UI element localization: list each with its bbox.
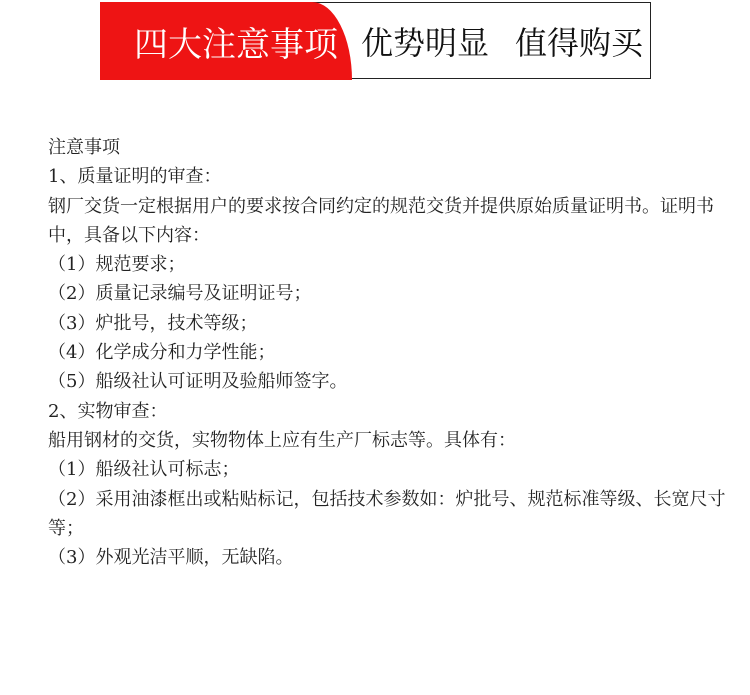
list-item: （1）船级社认可标志； <box>48 459 240 481</box>
notes-content <box>48 133 728 572</box>
list-item: （4）化学成分和力学性能； <box>48 342 276 364</box>
list-item: （3）外观光洁平顺，无缺陷。 <box>48 547 294 569</box>
list-item: （1）规范要求； <box>48 254 186 276</box>
banner-slogan-1: 优势明显 <box>361 24 490 62</box>
paragraph-physical: 船用钢材的交货，实物物体上应有生产厂标志等。具体有： <box>48 429 516 451</box>
banner-slogan-2: 值得购买 <box>515 24 644 62</box>
list-item: （2）采用油漆框出或粘贴标记，包括技术参数如：炉批号、规范标准等级、长宽尺寸等； <box>48 488 726 539</box>
list-item: （2）质量记录编号及证明证号； <box>48 283 312 305</box>
banner-tag-text: 四大注意事项 <box>134 24 338 65</box>
section-heading: 注意事项 <box>48 137 120 158</box>
list-item: （5）船级社认可证明及验船师签字。 <box>48 371 348 393</box>
banner-tag <box>100 2 352 80</box>
banner-slogan <box>361 3 643 79</box>
list-item: （3）炉批号，技术等级； <box>48 312 258 334</box>
subsection-heading-physical: 2、实物审查： <box>48 400 168 422</box>
title-banner <box>100 2 651 79</box>
paragraph-quality: 钢厂交货一定根据用户的要求按合同约定的规范交货并提供原始质量证明书。证明书中，具备以下内容： <box>48 195 714 246</box>
subsection-heading-quality: 1、质量证明的审查： <box>48 166 222 188</box>
